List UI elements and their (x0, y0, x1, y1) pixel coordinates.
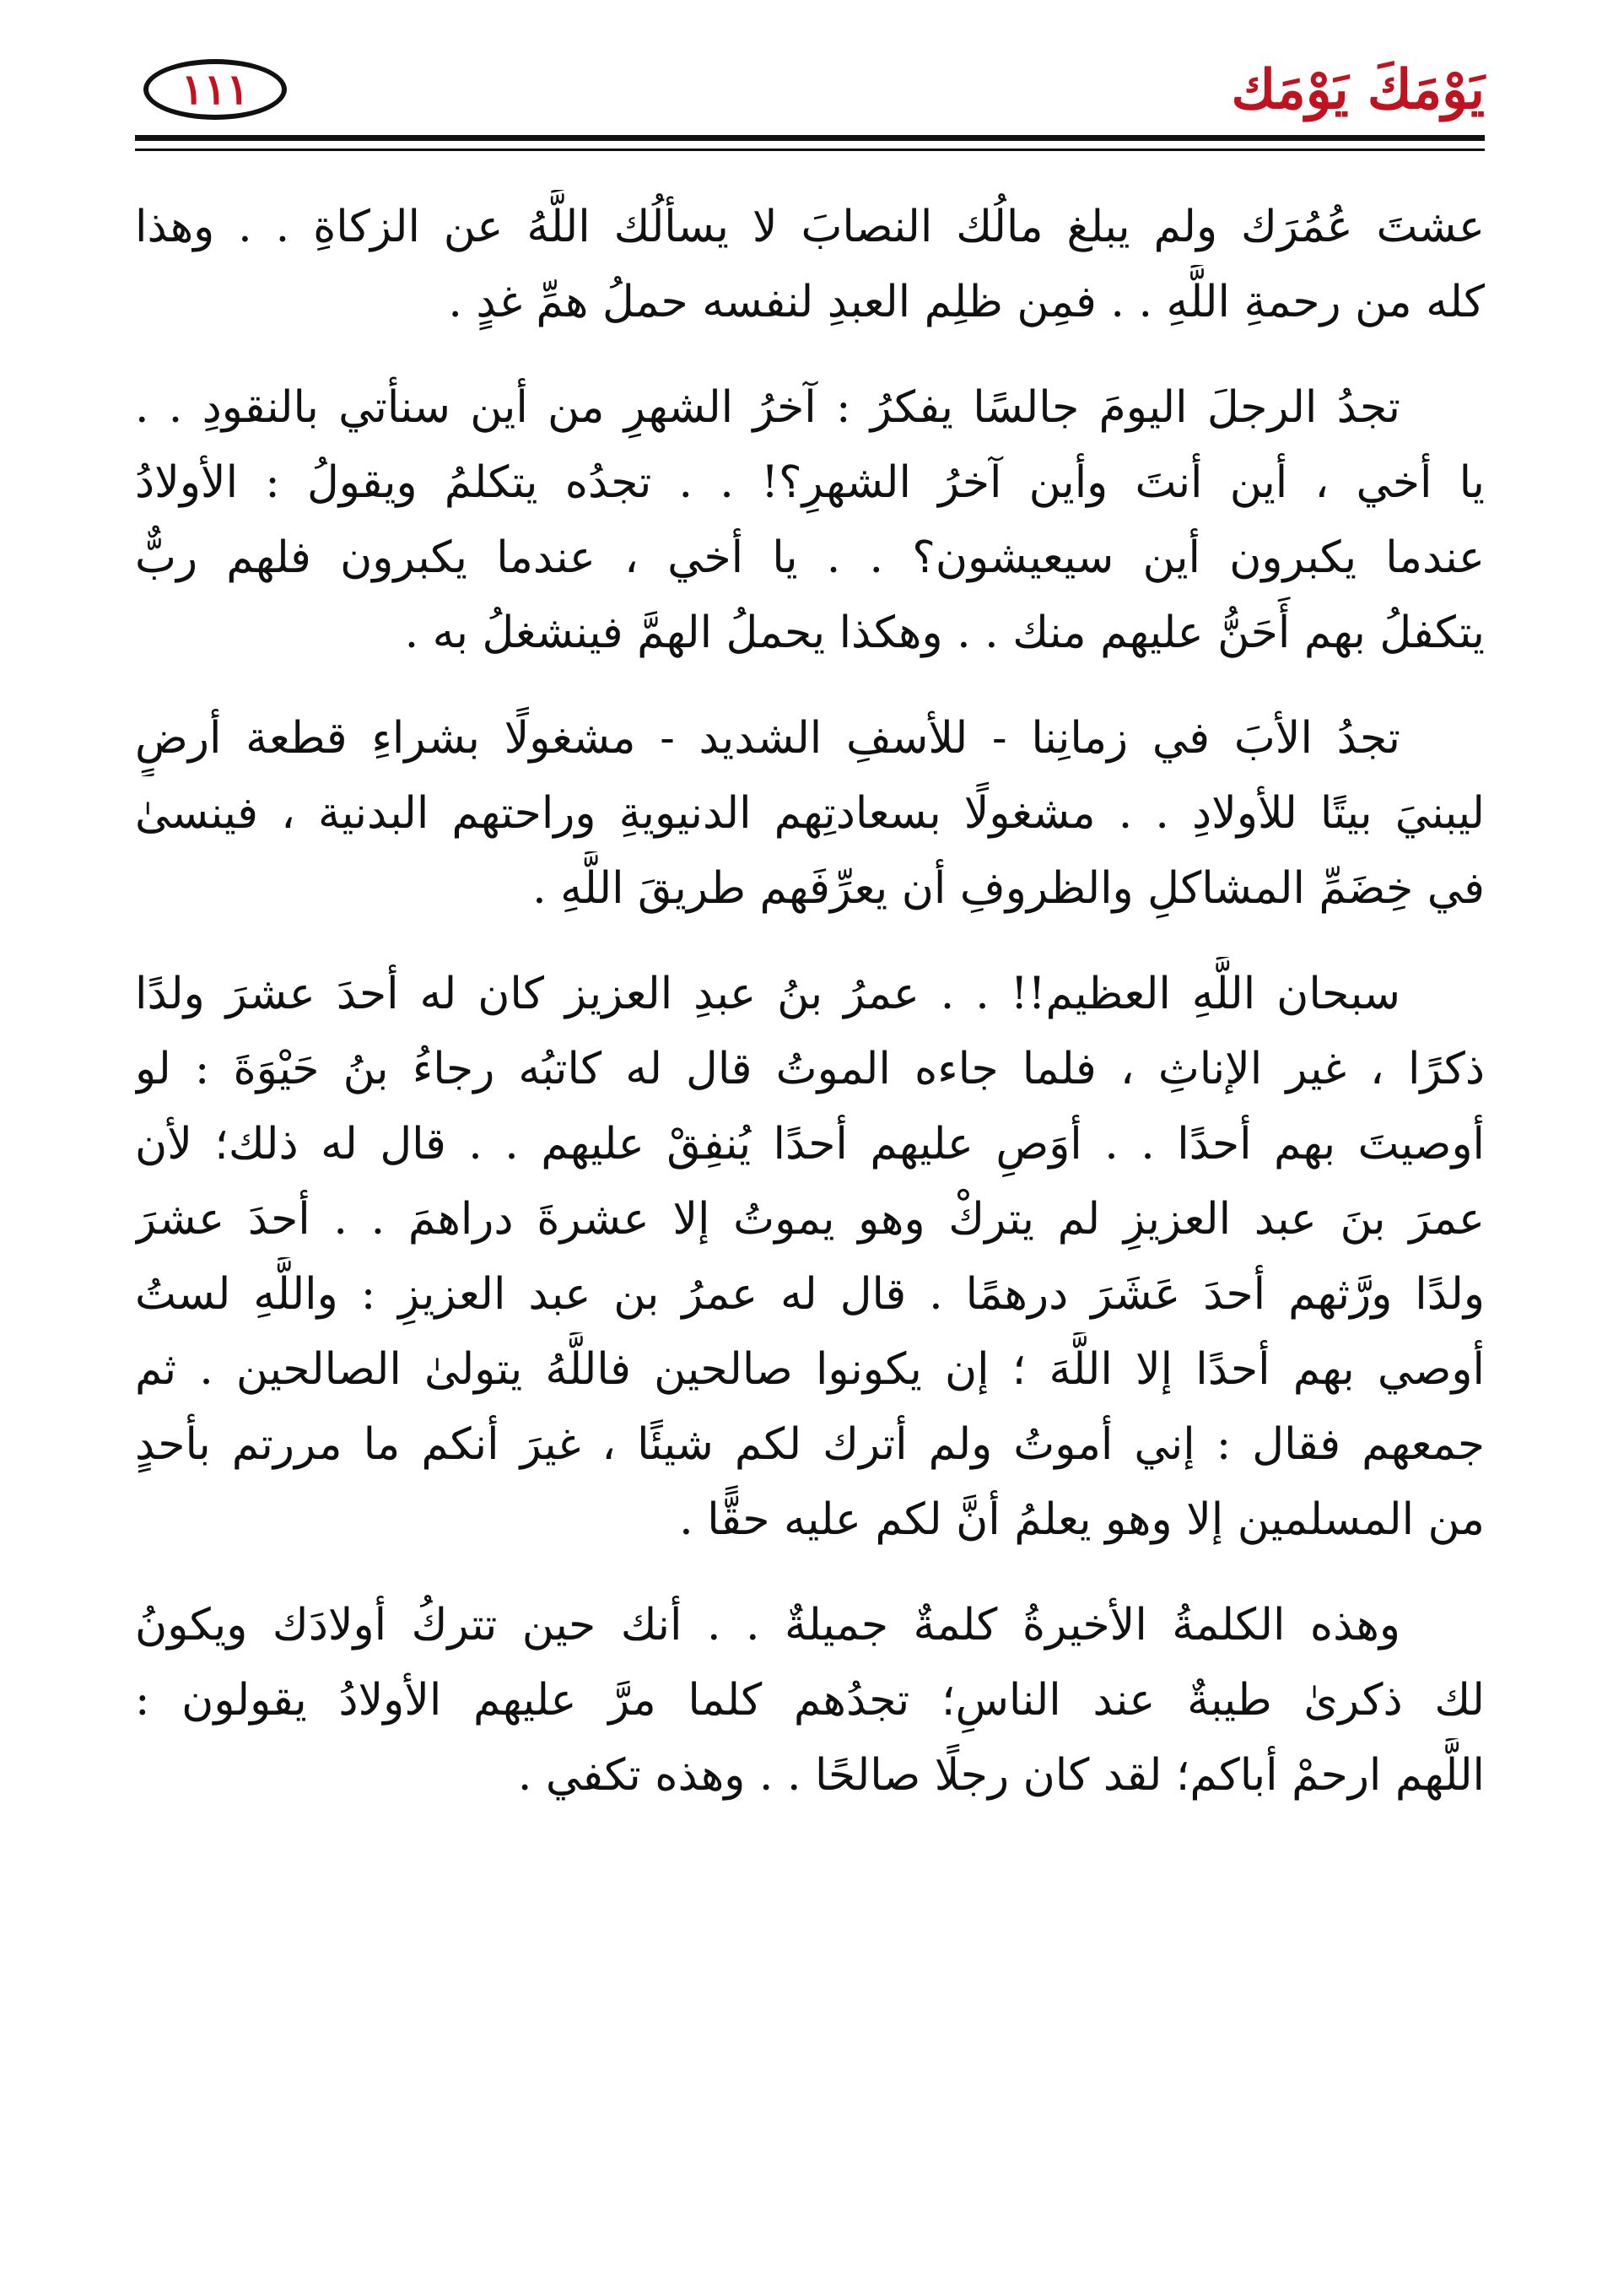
text-line: من المسلمين إلا وهو يعلمُ أنَّ لكم عليه حقًّا . (679, 1494, 1485, 1545)
header-rule-thin (135, 149, 1485, 151)
paragraph (135, 957, 1485, 1558)
body-text (135, 190, 1485, 1844)
text-line: عندما يكبرون أين سيعيشون؟ . . يا أخي ، عندما يكبرون فلهم ربٌّ (135, 532, 1485, 583)
text-line: وهذه الكلمةُ الأخيرةُ كلمةٌ جميلةٌ . . أنك حين تتركُ أولادَك ويكونُ (135, 1600, 1400, 1650)
text-line: تجدُ الأبَ في زمانِنا - للأسفِ الشديد - مشغولًا بشراءِ قطعة أرضٍ (135, 713, 1400, 764)
text-line: عشتَ عُمُرَك ولم يبلغ مالُك النصابَ لا يسألُك اللَّهُ عن الزكاةِ . . وهذا (135, 202, 1485, 252)
page-number-oval (143, 59, 287, 120)
text-line: ولدًا ورَّثهم أحدَ عَشَرَ درهمًا . قال له عمرُ بن عبد العزيزِ : واللَّهِ لستُ (135, 1269, 1485, 1320)
paragraph (135, 1588, 1485, 1813)
text-line: ليبنيَ بيتًا للأولادِ . . مشغولًا بسعادتِهم الدنيويةِ وراحتهم البدنية ، فينسىٰ (135, 788, 1485, 839)
text-line: اللَّهم ارحمْ أباكم؛ لقد كان رجلًا صالحًا . . وهذه تكفي . (517, 1750, 1485, 1801)
running-title: يَوْمَكَ يَوْمَك (1231, 58, 1485, 122)
paragraph (135, 370, 1485, 671)
paragraph (135, 701, 1485, 927)
text-line: كله من رحمةِ اللَّهِ . . فمِن ظلِم العبدِ لنفسه حملُ همِّ غدٍ . (448, 277, 1485, 327)
text-line: في خِضَمِّ المشاكلِ والظروفِ أن يعرِّفَهم طريقَ اللَّهِ . (532, 863, 1485, 914)
page-header (135, 52, 1485, 128)
text-line: يا أخي ، أين أنتَ وأين آخرُ الشهرِ؟! . . تجدُه يتكلمُ ويقولُ : الأولادُ (135, 457, 1485, 508)
text-line: يتكفلُ بهم أَحَنُّ عليهم منك . . وهكذا يحملُ الهمَّ فينشغلُ به . (404, 608, 1485, 658)
header-rule-thick (135, 135, 1485, 141)
text-line: سبحان اللَّهِ العظيم!! . . عمرُ بنُ عبدِ العزيز كان له أحدَ عشرَ ولدًا (135, 969, 1401, 1019)
page-number: ١١١ (181, 64, 250, 114)
text-line: عمرَ بنَ عبد العزيزِ لم يتركْ وهو يموتُ إلا عشرةَ دراهمَ . . أحدَ عشرَ (135, 1194, 1485, 1245)
text-line: لك ذكرىٰ طيبةٌ عند الناسِ؛ تجدُهم كلما مرَّ عليهم الأولادُ يقولون : (135, 1675, 1485, 1726)
paragraph (135, 190, 1485, 340)
text-line: ذكرًا ، غير الإناثِ ، فلما جاءه الموتُ قال له كاتبُه رجاءُ بنُ حَيْوَةَ : لو (135, 1044, 1485, 1094)
text-line: جمعهم فقال : إني أموتُ ولم أترك لكم شيئًا ، غيرَ أنكم ما مررتم بأحدٍ (135, 1419, 1485, 1470)
text-line: أوصي بهم أحدًا إلا اللَّهَ ؛ إن يكونوا صالحين فاللَّهُ يتولىٰ الصالحين . ثم (135, 1344, 1485, 1395)
text-line: تجدُ الرجلَ اليومَ جالسًا يفكرُ : آخرُ الشهرِ من أين سنأتي بالنقودِ . . (135, 382, 1400, 433)
text-line: أوصيتَ بهم أحدًا . . أوَصِ عليهم أحدًا يُنفِقْ عليهم . . قال له ذلك؛ لأن (135, 1119, 1485, 1170)
